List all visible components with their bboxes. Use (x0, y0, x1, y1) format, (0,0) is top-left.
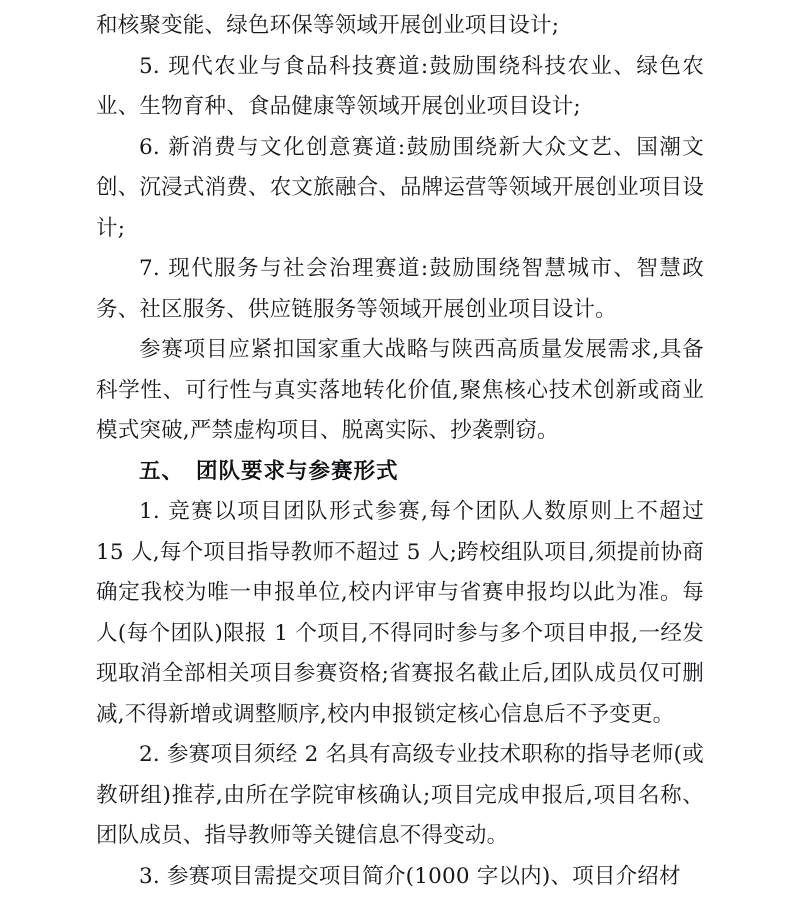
paragraph-track-6: 6. 新消费与文化创意赛道:鼓励围绕新大众文艺、国潮文创、沉浸式消费、农文旅融合、品牌运营等领域开展创业项目设计; (96, 128, 704, 250)
paragraph-project-requirements: 参赛项目应紧扣国家重大战略与陕西高质量发展需求,具备科学性、可行性与真实落地转化价值,聚焦核心技术创新或商业模式突破,严禁虚构项目、脱离实际、抄袭剽窃。 (96, 330, 704, 452)
paragraph-track-7: 7. 现代服务与社会治理赛道:鼓励围绕智慧城市、智慧政务、社区服务、供应链服务等领域开展创业项目设计。 (96, 249, 704, 330)
section-heading-team-requirements (96, 452, 704, 493)
paragraph-item-2: 2. 参赛项目须经 2 名具有高级专业技术职称的指导老师(或教研组)推荐,由所在学院审核确认;项目完成申报后,项目名称、团队成员、指导教师等关键信息不得变动。 (96, 735, 704, 857)
paragraph-item-1: 1. 竞赛以项目团队形式参赛,每个团队人数原则上不超过 15 人,每个项目指导教师不超过 5 人;跨校组队项目,须提前协商确定我校为唯一申报单位,校内评审与省赛申报均以此为准。每人(每个团队)限报 1 个项目,不得同时参与多个项目申报,一经发现取消全部相关项目参赛资格;省赛报名截止后,团队成员仅可删减,不得新增或调整顺序,校内申报锁定核心信息后不予变更。 (96, 492, 704, 735)
section-heading-title: 团队要求与参赛形式 (196, 459, 399, 484)
paragraph-item-3: 3. 参赛项目需提交项目简介(1000 字以内)、项目介绍材 (96, 857, 704, 897)
paragraph-track-5: 5. 现代农业与食品科技赛道:鼓励围绕科技农业、绿色农业、生物育种、食品健康等领域开展创业项目设计; (96, 47, 704, 128)
paragraph-continuation-nuclear: 和核聚变能、绿色环保等领域开展创业项目设计; (96, 6, 704, 47)
section-heading-number: 五、 (139, 459, 184, 484)
